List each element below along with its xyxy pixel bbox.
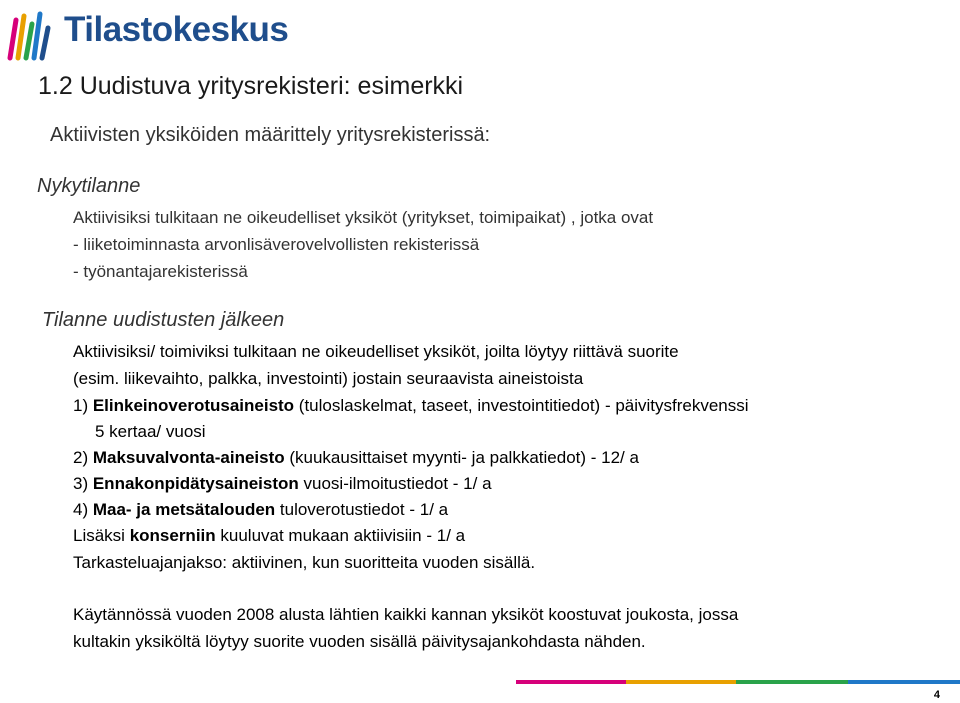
footer-color-bar (516, 680, 960, 684)
current-line: - liiketoiminnasta arvonlisäverovelvollisten rekisterissä (73, 235, 480, 254)
tilastokeskus-logo (6, 6, 289, 62)
current-line: - työnantajarekisterissä (73, 262, 248, 281)
item-detail: (kuukausittaiset myynti- ja palkkatiedot) - 12/ a (284, 448, 639, 467)
item-prefix: 3) (73, 474, 93, 493)
footer-bar-segment (626, 680, 736, 684)
item-prefix: 2) (73, 448, 93, 467)
source-item (73, 396, 749, 416)
source-item (73, 500, 448, 520)
logo-mark-icon (6, 10, 58, 62)
page-number: 4 (933, 689, 940, 701)
source-item (73, 474, 492, 494)
group-note (73, 526, 465, 546)
note-rest: kuuluvat mukaan aktiivisiin - 1/ a (215, 526, 466, 545)
current-line: Aktiivisiksi tulkitaan ne oikeudelliset yksiköt (yritykset, toimipaikat) , jotka ovat (73, 208, 654, 227)
item-detail: vuosi-ilmoitustiedot - 1/ a (298, 474, 492, 493)
footer-bar-segment (736, 680, 848, 684)
footer-bar-segment (848, 680, 960, 684)
note-prefix: Lisäksi (73, 526, 130, 545)
slide-subtitle: Aktiivisten yksiköiden määrittely yritysrekisterissä: (50, 124, 491, 146)
item-source-name: Elinkeinoverotusaineisto (92, 396, 295, 415)
practice-line: kultakin yksiköltä löytyy suorite vuoden sisällä päivitysajankohdasta nähden. (73, 632, 646, 651)
after-line: (esim. liikevaihto, palkka, investointi) jostain seuraavista aineistoista (73, 369, 584, 388)
note-bold: konserniin (129, 526, 216, 545)
item-prefix: 1) (73, 396, 93, 415)
item-source-name: Maksuvalvonta-aineisto (92, 448, 285, 467)
item-prefix: 4) (73, 500, 93, 519)
current-situation-heading: Nykytilanne (37, 175, 141, 197)
item-detail: (tuloslaskelmat, taseet, investointitiedot) - päivitysfrekvenssi (294, 396, 749, 415)
logo-text: Tilastokeskus (64, 10, 289, 49)
item-source-name: Ennakonpidätysaineiston (92, 474, 299, 493)
source-item (73, 448, 639, 468)
footer-bar-segment (516, 680, 626, 684)
practice-line: Käytännössä vuoden 2008 alusta lähtien kaikki kannan yksiköt koostuvat joukosta, jossa (73, 605, 739, 624)
after-reform-heading: Tilanne uudistusten jälkeen (42, 309, 285, 331)
after-line: Aktiivisiksi/ toimiviksi tulkitaan ne oikeudelliset yksiköt, joilta löytyy riittävä suorite (73, 342, 679, 361)
item-detail: tuloverotustiedot - 1/ a (275, 500, 449, 519)
slide-title: 1.2 Uudistuva yritysrekisteri: esimerkki (38, 72, 464, 100)
period-note: Tarkasteluajanjakso: aktiivinen, kun suoritteita vuoden sisällä. (73, 553, 536, 572)
item-source-name: Maa- ja metsätalouden (92, 500, 276, 519)
source-item-continuation: 5 kertaa/ vuosi (95, 422, 206, 441)
